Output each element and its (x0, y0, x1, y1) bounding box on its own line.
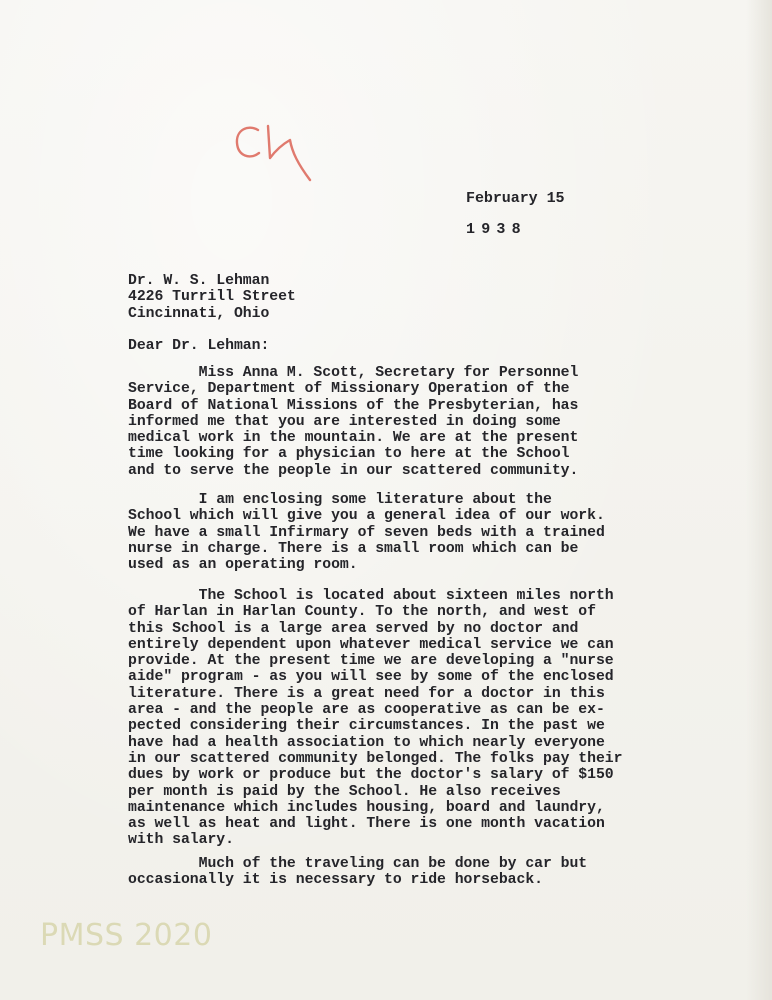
body-paragraph-2 (128, 492, 605, 573)
text-line: pected considering their circumstances. In the past we (128, 718, 605, 735)
text-line: Much of the traveling can be done by car but (128, 856, 588, 872)
text-line: in our scattered community belonged. The folks pay their (128, 750, 623, 767)
text-line: used as an operating room. (128, 557, 358, 574)
text-line: have had a health association to which nearly everyone (128, 734, 605, 751)
text-line: I am enclosing some literature about the (128, 492, 552, 508)
text-line: nurse in charge. There is a small room which can be (128, 540, 579, 557)
text-line: this School is a large area served by no doctor and (128, 620, 579, 637)
salutation: Dear Dr. Lehman: (128, 338, 270, 354)
text-line: aide" program - as you will see by some of the enclosed (128, 669, 614, 686)
text-line: medical work in the mountain. We are at the present (128, 430, 579, 447)
text-line: School which will give you a general idea of our work. (128, 508, 605, 525)
text-line: and to serve the people in our scattered community. (128, 462, 579, 479)
handwritten-pencil-mark (228, 100, 324, 196)
text-line: Miss Anna M. Scott, Secretary for Personnel (128, 365, 579, 381)
archive-watermark: PMSS 2020 (40, 918, 213, 953)
text-line: with salary. (128, 832, 234, 849)
letter-date: February 15 (466, 190, 565, 207)
text-line: The School is located about sixteen miles north (128, 588, 614, 604)
recipient-street: 4226 Turrill Street (128, 289, 296, 306)
text-line: maintenance which includes housing, board and laundry, (128, 799, 605, 816)
recipient-address-block (128, 273, 296, 322)
text-line: informed me that you are interested in doing some (128, 413, 561, 430)
text-line: time looking for a physician to here at the School (128, 446, 570, 463)
text-line: provide. At the present time we are developing a "nurse (128, 653, 614, 670)
text-line: of Harlan in Harlan County. To the north, and west of (128, 604, 596, 621)
text-line: Service, Department of Missionary Operation of the (128, 381, 570, 398)
text-line: per month is paid by the School. He also receives (128, 783, 561, 800)
body-paragraph-1 (128, 365, 578, 479)
text-line: Board of National Missions of the Presbyterian, has (128, 397, 579, 414)
text-line: entirely dependent upon whatever medical service we can (128, 636, 614, 653)
recipient-name: Dr. W. S. Lehman (128, 273, 270, 289)
letter-year: 1938 (466, 221, 527, 238)
body-paragraph-4 (128, 856, 587, 889)
text-line: area - and the people are as cooperative as can be ex- (128, 702, 605, 719)
text-line: dues by work or produce but the doctor's salary of $150 (128, 767, 614, 784)
body-paragraph-3 (128, 588, 622, 849)
text-line: occasionally it is necessary to ride horseback. (128, 872, 543, 889)
text-line: as well as heat and light. There is one month vacation (128, 816, 605, 833)
paper-edge (746, 0, 772, 1000)
text-line: literature. There is a great need for a doctor in this (128, 685, 605, 702)
recipient-city: Cincinnati, Ohio (128, 305, 270, 322)
text-line: We have a small Infirmary of seven beds with a trained (128, 524, 605, 541)
